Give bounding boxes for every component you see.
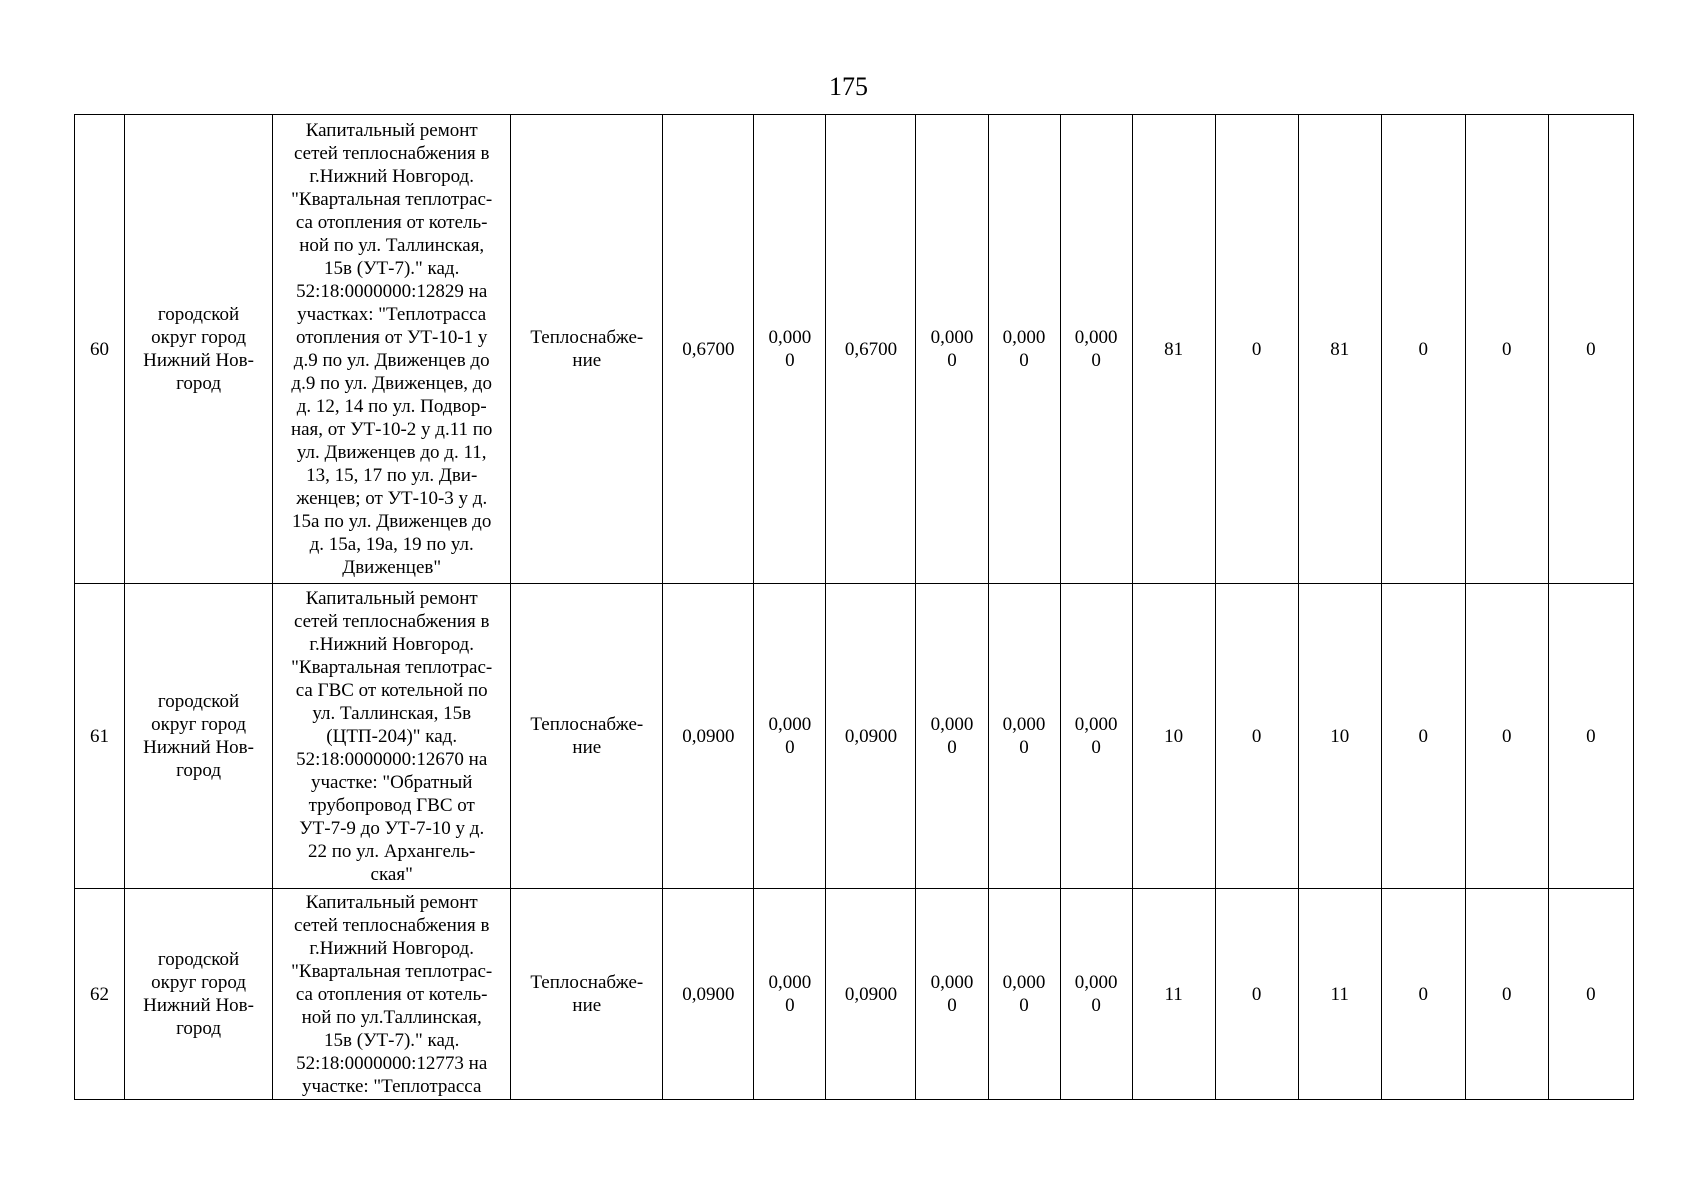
value-cell: 0,0900 (663, 584, 754, 889)
description-cell: Капитальный ремонт сетей теплоснабжения в г.Нижний Новгород. "Квартальная теплотрас- са отопления от котель- ной по ул.Таллинская, 15в (УТ-7)." кад. 52:18:0000000:12773 на участке: "Теплотрасса (273, 889, 511, 1100)
value-cell: 0 (1548, 584, 1633, 889)
value-cell: 0,6700 (826, 115, 916, 584)
value-cell: 0,000 0 (916, 584, 988, 889)
row-number: 62 (75, 889, 125, 1100)
value-cell: 0,000 0 (1060, 584, 1132, 889)
value-cell: 11 (1132, 889, 1215, 1100)
row-number: 61 (75, 584, 125, 889)
value-cell: 0,000 0 (1060, 115, 1132, 584)
value-cell: 0 (1465, 889, 1548, 1100)
value-cell: 0,000 0 (916, 889, 988, 1100)
location-cell: городской округ город Нижний Нов- город (125, 115, 273, 584)
value-cell: 81 (1298, 115, 1381, 584)
value-cell: 0,000 0 (988, 115, 1060, 584)
table-row (75, 115, 1634, 584)
value-cell: 0,0900 (826, 889, 916, 1100)
value-cell: 10 (1298, 584, 1381, 889)
value-cell: 10 (1132, 584, 1215, 889)
value-cell: 0,000 0 (1060, 889, 1132, 1100)
value-cell: 0 (1381, 889, 1465, 1100)
location-cell: городской округ город Нижний Нов- город (125, 889, 273, 1100)
value-cell: 0,000 0 (988, 889, 1060, 1100)
value-cell: 0,0900 (663, 889, 754, 1100)
type-cell: Теплоснабже- ние (511, 115, 663, 584)
value-cell: 0,6700 (663, 115, 754, 584)
value-cell: 0 (1215, 889, 1298, 1100)
value-cell: 0,000 0 (988, 584, 1060, 889)
value-cell: 0,000 0 (754, 115, 826, 584)
table-row (75, 584, 1634, 889)
description-cell: Капитальный ремонт сетей теплоснабжения в г.Нижний Новгород. "Квартальная теплотрас- са отопления от котель- ной по ул. Таллинская, 15в (УТ-7)." кад. 52:18:0000000:12829 на участках: "Теплотрасса отопления от УТ-10-1 у д.9 по ул. Движенцев до д.9 по ул. Движенцев, до д. 12, 14 по ул. Подвор- ная, от УТ-10-2 у д.11 по ул. Движенцев до д. 11, 13, 15, 17 по ул. Дви- женцев; от УТ-10-3 у д. 15а по ул. Движенцев до д. 15а, 19а, 19 по ул. Движенцев" (273, 115, 511, 584)
value-cell: 0,000 0 (754, 889, 826, 1100)
type-cell: Теплоснабже- ние (511, 584, 663, 889)
value-cell: 0 (1381, 115, 1465, 584)
type-cell: Теплоснабже- ние (511, 889, 663, 1100)
page-number: 175 (829, 72, 868, 101)
location-cell: городской округ город Нижний Нов- город (125, 584, 273, 889)
value-cell: 0 (1548, 889, 1633, 1100)
table-row (75, 889, 1634, 1100)
value-cell: 0,000 0 (916, 115, 988, 584)
value-cell: 0,000 0 (754, 584, 826, 889)
row-number: 60 (75, 115, 125, 584)
value-cell: 0 (1381, 584, 1465, 889)
value-cell: 11 (1298, 889, 1381, 1100)
value-cell: 0 (1215, 584, 1298, 889)
value-cell: 0 (1465, 584, 1548, 889)
value-cell: 0 (1548, 115, 1633, 584)
value-cell: 81 (1132, 115, 1215, 584)
description-cell: Капитальный ремонт сетей теплоснабжения в г.Нижний Новгород. "Квартальная теплотрас- са ГВС от котельной по ул. Таллинская, 15в (ЦТП-204)" кад. 52:18:0000000:12670 на участке: "Обратный трубопровод ГВС от УТ-7-9 до УТ-7-10 у д. 22 по ул. Архангель- ская" (273, 584, 511, 889)
value-cell: 0,0900 (826, 584, 916, 889)
value-cell: 0 (1215, 115, 1298, 584)
value-cell: 0 (1465, 115, 1548, 584)
data-table (74, 114, 1634, 1100)
